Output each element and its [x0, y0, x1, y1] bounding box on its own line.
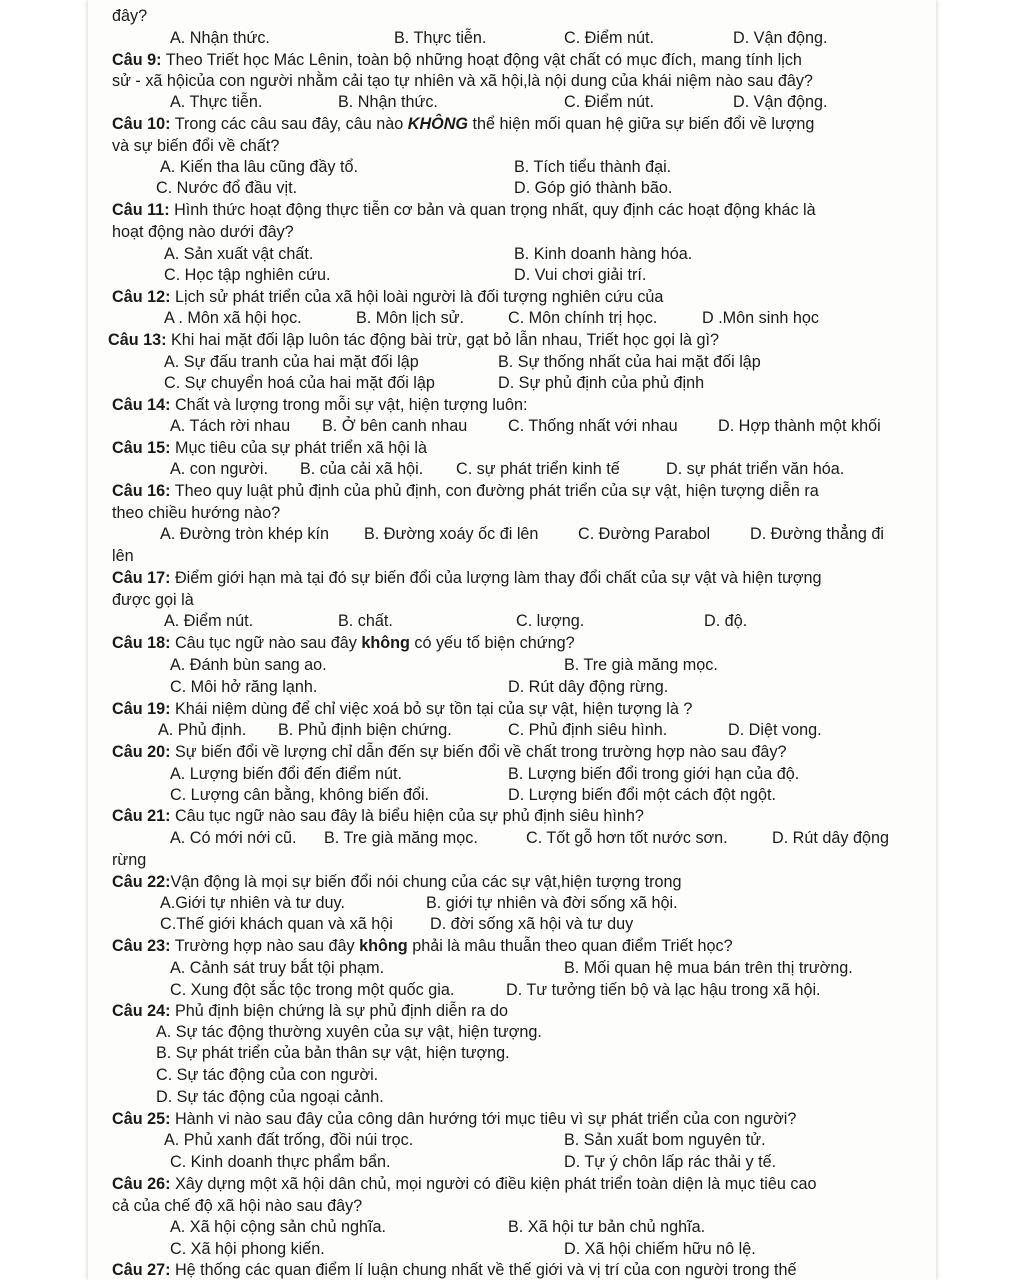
option-d: D. Vận động. [733, 93, 828, 111]
option-b: B. Nhận thức. [338, 93, 438, 111]
option-c: C. Sự chuyển hoá của hai mặt đối lập [164, 374, 435, 392]
option-a: A . Môn xã hội học. [164, 309, 302, 327]
option-a: A. Nhận thức. [170, 29, 270, 47]
question-number: Câu 9: [112, 51, 162, 69]
question-9 [112, 50, 802, 70]
question-number: Câu 24: [112, 1002, 171, 1020]
question-18 [112, 633, 575, 653]
option-a: A. Phủ định. [158, 721, 247, 739]
option-b: B. Mối quan hệ mua bán trên thị trường. [564, 959, 853, 977]
question-text: phải là mâu thuẫn theo quan điểm Triết học? [407, 937, 733, 955]
option-a: A. Kiến tha lâu cũng đầy tổ. [160, 158, 358, 176]
question-26 [112, 1174, 816, 1194]
option-d: D. Góp gió thành bão. [514, 179, 673, 197]
option-a: A. Có mới nới cũ. [170, 829, 297, 847]
question-11 [112, 200, 816, 220]
option-a: A. Lượng biến đổi đến điểm nút. [170, 765, 403, 783]
emphasis-text: KHÔNG [407, 115, 469, 133]
option-d: D .Môn sinh học [702, 309, 819, 327]
option-d: D. Tư tưởng tiến bộ và lạc hậu trong xã hội. [506, 981, 821, 999]
question-text: Xây dựng một xã hội dân chủ, mọi người có điều kiện phát triển toàn diện là mục tiêu cao [170, 1175, 817, 1193]
question-number: Câu 18: [112, 634, 171, 652]
question-24-option-d: D. Sự tác động của ngoại cảnh. [156, 1088, 384, 1106]
option-b: B. Phủ định biện chứng. [278, 721, 452, 739]
option-d: D. đời sống xã hội và tư duy [430, 915, 634, 933]
option-c: C. Xã hội phong kiến. [170, 1240, 325, 1258]
question-number: Câu 19: [112, 700, 171, 718]
option-a: A.Giới tự nhiên và tư duy. [160, 894, 345, 912]
option-b: B. Ở bên canh nhau [322, 417, 468, 435]
option-a: A. Đường tròn khép kín [160, 525, 330, 543]
question-16-continuation: theo chiều hướng nào? [112, 504, 281, 522]
option-c: C. Đường Parabol [578, 525, 711, 543]
option-a: A. Điểm nút. [164, 612, 254, 630]
question-14 [112, 395, 527, 415]
option-b: B. Kinh doanh hàng hóa. [514, 245, 693, 263]
option-a: A. Phủ xanh đất trống, đồi núi trọc. [164, 1131, 414, 1149]
question-number: Câu 22: [112, 873, 171, 891]
question-text: Điểm giới hạn mà tại đó sự biến đổi của lượng làm thay đổi chất của sự vật và hiện tượng [170, 569, 822, 587]
question-number: Câu 17: [112, 569, 171, 587]
option-b: B. Thực tiễn. [394, 29, 487, 47]
question-16 [112, 481, 819, 501]
option-a: A. Sự đấu tranh của hai mặt đối lập [164, 353, 419, 371]
option-c: C. Thống nhất với nhau [508, 417, 678, 435]
question-text: Câu tục ngữ nào sau đây là biểu hiện của sự phủ định siêu hình? [170, 807, 644, 825]
option-b: B. Sự thống nhất của hai mặt đối lập [498, 353, 761, 371]
option-a: A. Tách rời nhau [170, 417, 291, 435]
option-d: D. Rút dây động rừng. [508, 678, 669, 696]
option-d: D. Xã hội chiếm hữu nô lệ. [564, 1240, 756, 1258]
question-24-option-c: C. Sự tác động của con người. [156, 1066, 379, 1084]
option-d: D. Đường thẳng đi [750, 525, 884, 543]
option-c: C. Tốt gỗ hơn tốt nước sơn. [526, 829, 728, 847]
question-text: Câu tục ngữ nào sau đây [170, 634, 362, 652]
question-text: Hệ thống các quan điểm lí luận chung nhất về thế giới và vị trí của con người trong thế [170, 1261, 797, 1279]
option-c: C. Lượng cân bằng, không biến đổi. [170, 786, 430, 804]
question-10 [112, 114, 814, 134]
question-8-continuation: đây? [112, 7, 148, 25]
question-text: có yếu tố biện chứng? [409, 634, 575, 652]
question-15 [112, 438, 427, 458]
option-c: C.Thế giới khách quan và xã hội [160, 915, 393, 933]
question-12 [112, 287, 663, 307]
question-number: Câu 26: [112, 1175, 171, 1193]
question-number: Câu 21: [112, 807, 171, 825]
option-a: A. Thực tiễn. [170, 93, 263, 111]
option-c: C. Điểm nút. [564, 29, 654, 47]
question-number: Câu 14: [112, 396, 171, 414]
option-b: B. Lượng biến đổi trong giới hạn của độ. [508, 765, 800, 783]
option-a: A. Sản xuất vật chất. [164, 245, 314, 263]
question-number: Câu 15: [112, 439, 171, 457]
question-text: Khi hai mặt đối lập luôn tác động bài trừ, gạt bỏ lẫn nhau, Triết học gọi là gì? [166, 331, 720, 349]
question-19 [112, 699, 692, 719]
question-text: Phủ định biện chứng là sự phủ định diễn ra do [170, 1002, 509, 1020]
exam-page [88, 0, 936, 1280]
option-c: C. Phủ định siêu hình. [508, 721, 668, 739]
emphasis-text: không [359, 937, 408, 955]
option-c: C. Học tập nghiên cứu. [164, 266, 331, 284]
question-11-continuation: hoạt động nào dưới đây? [112, 223, 294, 241]
option-a: A. Đánh bùn sang ao. [170, 656, 327, 674]
option-d: D. Rút dây động [772, 829, 889, 847]
question-17-continuation: được gọi là [112, 591, 194, 609]
question-9-continuation: sử - xã hộicủa con người nhằm cải tạo tự nhiên và xã hội,là nội dung của khái niệm nào sau đây? [112, 72, 813, 90]
option-b: B. Sản xuất bom nguyên tử. [564, 1131, 766, 1149]
option-d-continuation: rừng [112, 851, 147, 869]
question-text: Khái niệm dùng để chỉ việc xoá bỏ sự tồn tại của sự vật, hiện tượng là ? [170, 700, 693, 718]
question-17 [112, 568, 822, 588]
question-number: Câu 12: [112, 288, 171, 306]
option-d-continuation: lên [112, 547, 134, 565]
question-25 [112, 1109, 796, 1129]
question-text: Lịch sử phát triển của xã hội loài người là đối tượng nghiên cứu của [170, 288, 664, 306]
option-a: A. Cảnh sát truy bắt tội phạm. [170, 959, 385, 977]
option-d: D. độ. [704, 612, 748, 630]
option-d: D. Hợp thành một khối [718, 417, 881, 435]
question-text: Sự biến đổi về lượng chỉ dẫn đến sự biến đổi về chất trong trường hợp nào sau đây? [170, 743, 787, 761]
option-b: B. Đường xoáy ốc đi lên [364, 525, 539, 543]
question-24-option-b: B. Sự phát triển của bản thân sự vật, hiện tượng. [156, 1044, 510, 1062]
option-c: C. Môn chính trị học. [508, 309, 658, 327]
option-d: D. Vận động. [733, 29, 828, 47]
question-text: Trường hợp nào sau đây [170, 937, 360, 955]
option-c: C. Kinh doanh thực phẩm bẩn. [170, 1153, 391, 1171]
question-27 [112, 1260, 796, 1280]
question-26-continuation: cả của chế độ xã hội nào sau đây? [112, 1197, 363, 1215]
option-d: D. Vui chơi giải trí. [514, 266, 647, 284]
option-d: D. Tự ý chôn lấp rác thải y tế. [564, 1153, 777, 1171]
question-number: Câu 11: [112, 201, 170, 219]
option-b: B. chất. [338, 612, 393, 630]
question-number: Câu 20: [112, 743, 171, 761]
option-c: C. Nước đổ đầu vịt. [156, 179, 298, 197]
question-22 [112, 872, 682, 892]
option-b: B. Môn lịch sử. [356, 309, 464, 327]
question-text: Theo Triết học Mác Lênin, toàn bộ những hoạt động vật chất có mục đích, mang tính lịch [161, 51, 802, 69]
emphasis-text: không [361, 634, 410, 652]
option-d: D. sự phát triển văn hóa. [666, 460, 845, 478]
question-number: Câu 10: [112, 115, 171, 133]
question-23 [112, 936, 733, 956]
option-c: C. Môi hở răng lạnh. [170, 678, 318, 696]
option-c: C. Điểm nút. [564, 93, 654, 111]
question-text: thể hiện mối quan hệ giữa sự biến đổi về lượng [468, 115, 815, 133]
option-b: B. Tích tiểu thành đại. [514, 158, 672, 176]
option-c: C. lượng. [516, 612, 585, 630]
option-a: A. con người. [170, 460, 268, 478]
question-text: Vận động là mọi sự biến đổi nói chung của các sự vật,hiện tượng trong [170, 873, 682, 891]
option-a: A. Xã hội cộng sản chủ nghĩa. [170, 1218, 386, 1236]
question-20 [112, 742, 787, 762]
question-number: Câu 23: [112, 937, 171, 955]
option-b: B. của cải xã hội. [300, 460, 424, 478]
option-d: D. Lượng biến đổi một cách đột ngột. [508, 786, 777, 804]
question-number: Câu 25: [112, 1110, 171, 1128]
option-b: B. Tre già măng mọc. [324, 829, 478, 847]
question-10-continuation: và sự biến đổi về chất? [112, 137, 280, 155]
question-21 [112, 806, 644, 826]
question-number: Câu 27: [112, 1261, 171, 1279]
option-d: D. Diệt vong. [728, 721, 822, 739]
option-c: C. Xung đột sắc tộc trong một quốc gia. [170, 981, 455, 999]
question-text: Hình thức hoạt động thực tiễn cơ bản và quan trọng nhất, quy định các hoạt động khác là [169, 201, 816, 219]
question-text: Mục tiêu của sự phát triển xã hội là [170, 439, 427, 457]
option-b: B. Xã hội tư bản chủ nghĩa. [508, 1218, 706, 1236]
question-24-option-a: A. Sự tác động thường xuyên của sự vật, hiện tượng. [156, 1023, 542, 1041]
question-text: Trong các câu sau đây, câu nào [170, 115, 408, 133]
question-text: Theo quy luật phủ định của phủ định, con đường phát triển của sự vật, hiện tượng diễn ra [170, 482, 819, 500]
option-c: C. sự phát triển kinh tế [456, 460, 620, 478]
question-number: Câu 13: [108, 331, 167, 349]
question-13 [108, 330, 719, 350]
question-24 [112, 1001, 508, 1021]
option-d: D. Sự phủ định của phủ định [498, 374, 705, 392]
question-text: Hành vi nào sau đây của công dân hướng tới mục tiêu vì sự phát triển của con người? [170, 1110, 797, 1128]
question-text: Chất và lượng trong mỗi sự vật, hiện tượng luôn: [170, 396, 528, 414]
question-number: Câu 16: [112, 482, 171, 500]
option-b: B. giới tự nhiên và đời sống xã hội. [426, 894, 678, 912]
option-b: B. Tre già măng mọc. [564, 656, 718, 674]
